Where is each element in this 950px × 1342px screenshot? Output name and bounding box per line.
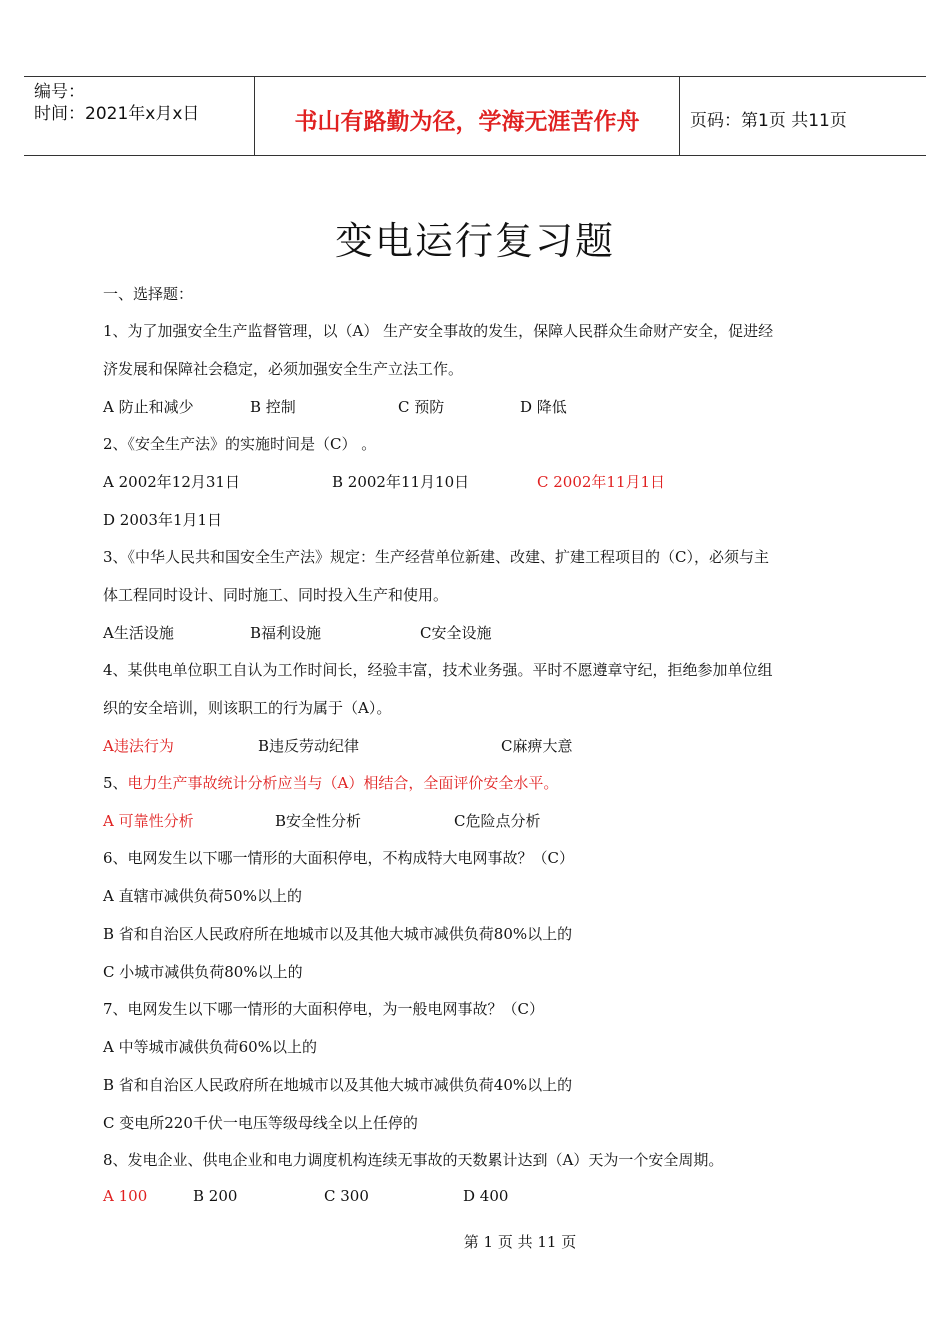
page-title: 变电运行复习题	[334, 219, 615, 263]
question-text: 体工程同时设计、同时施工、同时投入生产和使用。	[103, 586, 449, 604]
answer-option-correct: A违法行为	[103, 737, 174, 755]
answer-option: D 2003年1月1日	[103, 511, 223, 529]
answer-option: C 300	[324, 1187, 369, 1205]
answer-option: B 2002年11月10日	[332, 473, 470, 491]
answer-option: B 省和自治区人民政府所在地城市以及其他大城市减供负荷80%以上的	[103, 925, 573, 943]
header-motto: 书山有路勤为径，学海无涯苦作舟	[294, 109, 640, 135]
answer-option: A 中等城市减供负荷60%以上的	[103, 1038, 317, 1056]
question-text: 7、电网发生以下哪一情形的大面积停电，为一般电网事故？（C）	[103, 1000, 545, 1018]
answer-option: C麻痹大意	[501, 737, 573, 755]
question-text	[103, 772, 558, 793]
question-number: 5、	[103, 774, 128, 792]
header-divider	[254, 77, 255, 155]
number-label: 编号：	[34, 82, 85, 102]
page-footer: 第 1 页 共 11 页	[463, 1233, 577, 1251]
question-text: 2、《安全生产法》的实施时间是（C） 。	[103, 435, 377, 453]
answer-option: C 预防	[398, 398, 445, 416]
answer-option: B 省和自治区人民政府所在地城市以及其他大城市减供负荷40%以上的	[103, 1076, 573, 1094]
answer-option: C 变电所220千伏一电压等级母线全以上任停的	[103, 1114, 418, 1132]
answer-option: A生活设施	[103, 624, 174, 642]
answer-option: B 200	[193, 1187, 238, 1205]
question-text: 3、《中华人民共和国安全生产法》规定：生产经营单位新建、改建、扩建工程项目的（C），必须与主	[103, 548, 770, 566]
question-text: 织的安全培训，则该职工的行为属于（A）。	[103, 699, 392, 717]
header-divider	[679, 77, 680, 155]
answer-option: A 直辖市减供负荷50%以上的	[103, 887, 302, 905]
answer-option: B违反劳动纪律	[258, 737, 360, 755]
answer-option: C安全设施	[420, 624, 492, 642]
question-text: 4、某供电单位职工自认为工作时间长，经验丰富，技术业务强。平时不愿遵章守纪，拒绝参加单位组	[103, 661, 773, 679]
answer-option: A 防止和减少	[103, 398, 194, 416]
page-header	[24, 76, 926, 156]
question-text: 8、发电企业、供电企业和电力调度机构连续无事故的天数累计达到（A）天为一个安全周期。	[103, 1151, 724, 1169]
answer-option: B福利设施	[250, 624, 322, 642]
header-meta	[34, 81, 199, 125]
answer-option-correct: A 100	[103, 1187, 148, 1205]
answer-option: A 2002年12月31日	[103, 473, 240, 491]
section-heading: 一、选择题：	[103, 285, 194, 303]
question-text: 济发展和保障社会稳定，必须加强安全生产立法工作。	[103, 360, 464, 378]
time-label: 时间：2021年x月x日	[34, 104, 200, 124]
header-page-label: 页码：第1页 共11页	[690, 111, 847, 131]
question-text: 6、电网发生以下哪一情形的大面积停电，不构成特大电网事故？（C）	[103, 849, 575, 867]
answer-option-correct: C 2002年11月1日	[537, 473, 666, 491]
question-text-highlight: 电力生产事故统计分析应当与（A）相结合，全面评价安全水平。	[127, 774, 559, 792]
answer-option: D 降低	[520, 398, 567, 416]
answer-option: C危险点分析	[454, 812, 541, 830]
answer-option: B 控制	[250, 398, 296, 416]
answer-option-correct: A 可靠性分析	[103, 812, 194, 830]
answer-option: B安全性分析	[275, 812, 362, 830]
answer-option: C 小城市减供负荷80%以上的	[103, 963, 303, 981]
answer-option: D 400	[463, 1187, 509, 1205]
question-text: 1、为了加强安全生产监督管理，以（A） 生产安全事故的发生，保障人民群众生命财产安全，促进经	[103, 322, 774, 340]
